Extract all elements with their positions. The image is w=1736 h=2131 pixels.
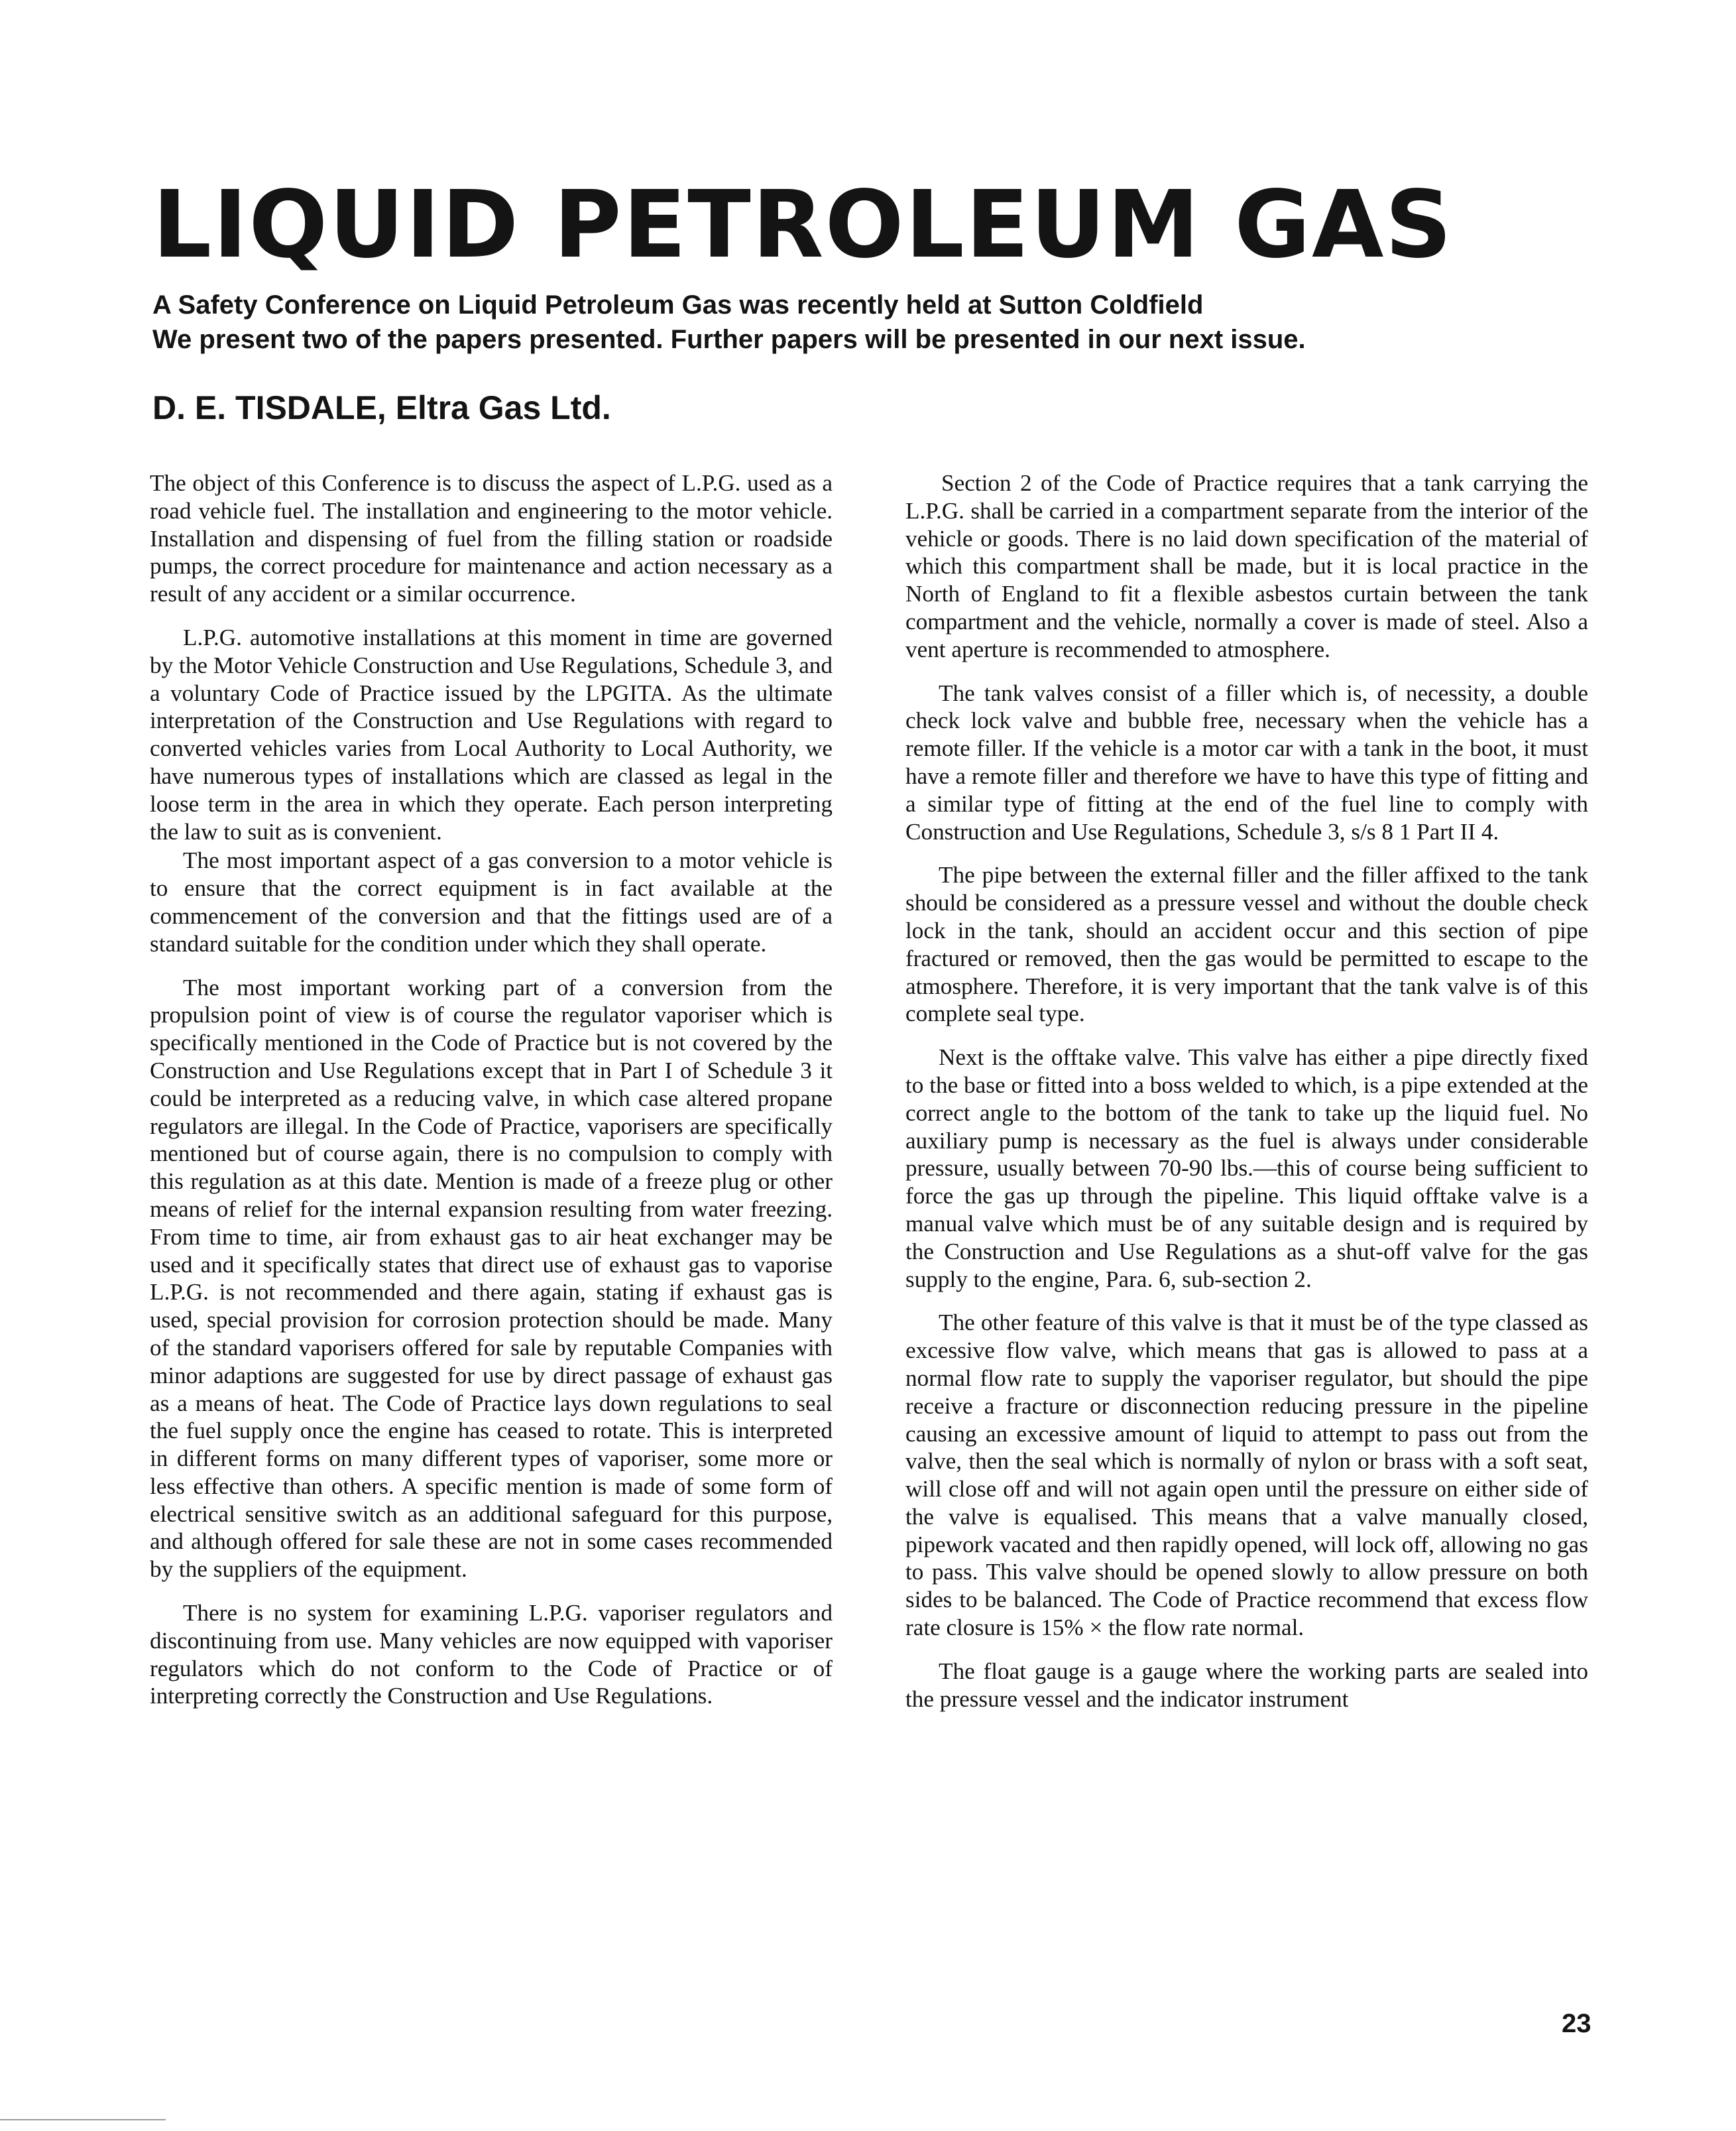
article-title: LIQUID PETROLEUM GAS — [152, 171, 1454, 279]
article-intro — [152, 288, 1611, 357]
paragraph: Next is the offtake valve. This valve has either a pipe directly fixed to the base or fitted into a boss welded to which, is a pipe extended at the correct angle to the bottom of the tank to take up the liquid fuel. No auxiliary pump is necessary as the fuel is always under considerable pressure, usually between 70-90 lbs.—this of course being sufficient to force the gas up through the pipeline. This liquid offtake valve is a manual valve which must be of any suitable design and is required by the Construction and Use Regulations as a shut-off valve for the gas supply to the engine, Para. 6, sub-section 2. — [905, 1044, 1588, 1292]
paragraph: L.P.G. automotive installations at this moment in time are governed by the Motor Vehicle Construction and Use Regulations, Schedule 3, and a voluntary Code of Practice issued by the LPGITA. As the ultimate interpretation of the Construction and Use Regulations with regard to converted vehicles varies from Local Authority to Local Authority, we have numerous types of installations which are classed as legal in the loose term in the area in which they operate. Each person interpreting the law to suit as is convenient. — [150, 624, 833, 845]
left-column — [150, 469, 833, 1726]
paragraph: The most important working part of a conversion from the propulsion point of view is of course the regulator vaporiser which is specifically mentioned in the Code of Practice but is not covered by the Construction and Use Regulations except that in Part I of Schedule 3 it could be interpreted as a reducing valve, in which case altered propane regulators are illegal. In the Code of Practice, vaporisers are specifically mentioned but of course again, there is no compulsion to comply with this regulation as at this date. Mention is made of a freeze plug or other means of relief for the internal expansion resulting from water freezing. From time to time, air from exhaust gas to air heat exchanger may be used and it specifically states that direct use of exhaust gas to vaporise L.P.G. is not recommended and there again, stating if exhaust gas is used, special provision for corrosion protection should be made. Many of the standard vaporisers offered for sale by reputable Companies with minor adaptions are suggested for use by direct passage of exhaust gas as a means of heat. The Code of Practice lays down regulations to seal the fuel supply once the engine has ceased to rotate. This is interpreted in different forms on many different types of vaporiser, some more or less effective than others. A specific mention is made of some form of electrical sensitive switch as an additional safeguard for this purpose, and although offered for sale these are not in some cases recommended by the suppliers of the equipment. — [150, 974, 833, 1583]
paragraph: Section 2 of the Code of Practice requires that a tank carrying the L.P.G. shall be carried in a compartment separate from the interior of the vehicle or goods. There is no laid down specification of the material of which this compartment shall be made, but it is local practice in the North of England to fit a flexible asbestos curtain between the tank compartment and the vehicle, normally a cover is made of steel. Also a vent aperture is recommended to atmosphere. — [905, 470, 1588, 662]
paragraph: The pipe between the external filler and the filler affixed to the tank should be considered as a pressure vessel and without the double check lock in the tank, should an accident occur and this section of pipe fractured or removed, then the gas would be permitted to escape to the atmosphere. Therefore, it is very important that the tank valve is of this complete seal type. — [905, 862, 1588, 1027]
right-column — [905, 469, 1588, 1729]
paragraph: The float gauge is a gauge where the working parts are sealed into the pressure vessel and the indicator instrument — [905, 1658, 1588, 1712]
paragraph: The tank valves consist of a filler which is, of necessity, a double check lock valve and bubble free, necessary when the vehicle has a remote filler. If the vehicle is a motor car with a tank in the boot, it must have a remote filler and therefore we have to have this type of fitting and a similar type of fitting at the end of the fuel line to comply with Construction and Use Regulations, Schedule 3, s/s 8 1 Part II 4. — [905, 680, 1588, 845]
intro-line: We present two of the papers presented. Further papers will be presented in our next issue. — [152, 325, 1306, 354]
paragraph: The object of this Conference is to discuss the aspect of L.P.G. used as a road vehicle fuel. The installation and engineering to the motor vehicle. Installation and dispensing of fuel from the filling station or roadside pumps, the correct procedure for maintenance and action necessary as a result of any accident or a similar occurrence. — [150, 470, 833, 607]
paragraph: The most important aspect of a gas conversion to a motor vehicle is to ensure that the correct equipment is in fact available at the commencement of the conversion and that the fittings used are of a standard suitable for the condition under which they shall operate. — [150, 847, 833, 957]
footer-rule — [0, 2119, 166, 2120]
page-number: 23 — [1562, 2009, 1591, 2038]
article-author: D. E. TISDALE, Eltra Gas Ltd. — [152, 389, 611, 426]
paragraph: There is no system for examining L.P.G. vaporiser regulators and discontinuing from use. Many vehicles are now equipped with vaporiser regulators which do not conform to the Code of Practice or of interpreting correctly the Construction and Use Regulations. — [150, 1600, 833, 1709]
intro-line: A Safety Conference on Liquid Petroleum Gas was recently held at Sutton Coldfield — [152, 290, 1204, 320]
paragraph: The other feature of this valve is that it must be of the type classed as excessive flow valve, which means that gas is allowed to pass at a normal flow rate to supply the vaporiser regulator, but should the pipe receive a fracture or disconnection reducing pressure in the pipeline causing an excessive amount of liquid to attempt to pass out from the valve, then the seal which is normally of nylon or brass with a soft seat, will close off and will not again open until the pressure on either side of the valve is equalised. This means that a valve manually closed, pipework vacated and then rapidly opened, will lock off, allowing no gas to pass. This valve should be opened slowly to allow pressure on both sides to be balanced. The Code of Practice recommend that excess flow rate closure is 15% × the flow rate normal. — [905, 1309, 1588, 1641]
